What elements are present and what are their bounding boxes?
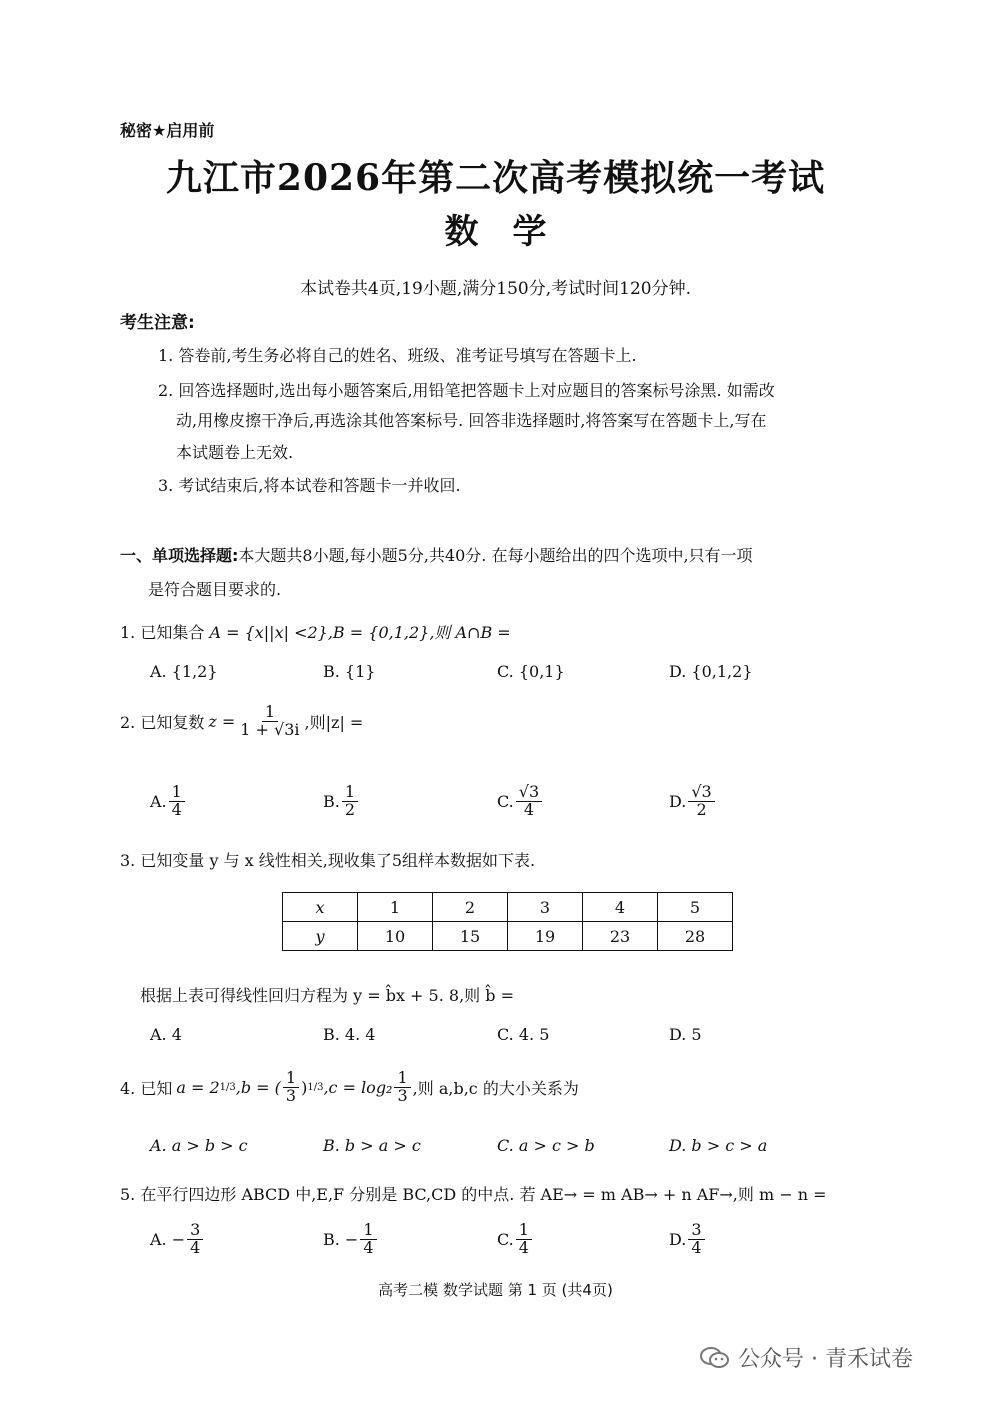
question-3: 3. 已知变量 y 与 x 线性相关,现收集了5组样本数据如下表.: [120, 851, 536, 870]
q2-option-d-frac: [688, 784, 714, 819]
q2-option-d-letter: D.: [669, 791, 687, 811]
q4-b-exp: 1/3: [307, 1081, 324, 1093]
table-cell: [283, 922, 358, 951]
q5-option-c-frac: [516, 1222, 532, 1257]
notice-item-3: 3. 考试结束后,将本试卷和答题卡一并收回.: [158, 476, 461, 495]
table-cell: 3: [508, 893, 583, 922]
table-row: [283, 893, 733, 922]
section-1-desc: 本大题共8小题,每小题5分,共40分. 在每小题给出的四个选项中,只有一项: [238, 546, 753, 565]
notice-item-2: 2. 回答选择题时,选出每小题答案后,用铅笔把答题卡上对应题目的答案标号涂黑. 如需改: [158, 381, 775, 400]
section-1-header: [120, 543, 753, 566]
q5-b-de: 4: [363, 1237, 374, 1257]
table-cell: 15: [433, 922, 508, 951]
q5-option-b-letter: B. −: [323, 1229, 359, 1249]
wechat-icon: [700, 1346, 730, 1370]
table-cell: 28: [658, 922, 733, 951]
q2-denominator: 1 + √3i: [240, 719, 300, 739]
table-row: [283, 922, 733, 951]
q2-a-de: 4: [171, 799, 182, 819]
q1-option-a: A. {1,2}: [150, 662, 218, 681]
table-cell: 10: [358, 922, 433, 951]
question-4: 4. 已知 a = 2 1/3 ,b = ( $\frac{1}{3}$ ) 1/3 ,c = log₂ $\frac{1}{3}$ ,则 a,b,c 的大小关系为: [120, 1068, 579, 1105]
q2-d-nu: √3: [688, 784, 714, 802]
y-label: y: [315, 926, 325, 946]
q1-option-d: D. {0,1,2}: [669, 662, 753, 681]
q3-option-a: A. 4: [150, 1025, 182, 1044]
table-cell: 2: [433, 893, 508, 922]
notice-item-1: 1. 答卷前,考生务必将自己的姓名、班级、准考证号填写在答题卡上.: [158, 346, 637, 365]
q1-text: A = {x||x| <2},B = {0,1,2},则 A∩B =: [209, 623, 511, 642]
q2-option-c-letter: C.: [497, 791, 514, 811]
page-footer: 高考二模 数学试题 第 1 页 (共4页): [378, 1281, 613, 1299]
q2-numerator: 1: [262, 704, 278, 722]
q4-b-de: 3: [285, 1085, 297, 1105]
q2-option-d: [669, 784, 717, 819]
q5-a-de: 4: [190, 1237, 201, 1257]
q4-c-frac: [394, 1070, 410, 1105]
q3-followup: 根据上表可得线性回归方程为 y = b̂x + 5. 8,则 b̂ =: [140, 986, 514, 1005]
notice-item-2-cont2: 本试题卷上无效.: [176, 443, 294, 462]
q5-option-c-letter: C.: [497, 1229, 514, 1249]
x-label: x: [315, 897, 325, 917]
q4-b-frac: [283, 1070, 299, 1105]
q4-option-d: [669, 1136, 767, 1155]
q2-num: 2. 已知复数: [120, 712, 205, 732]
q2-tail: ,则|z| =: [304, 712, 364, 732]
q5-option-a: [150, 1222, 205, 1257]
exam-title: 九江市2026年第二次高考模拟统一考试: [165, 157, 826, 199]
section-1-label: 一、单项选择题:: [120, 546, 239, 565]
q2-c-de: 4: [523, 799, 535, 819]
q5-option-b: [323, 1222, 379, 1257]
q2-option-a: [150, 784, 187, 819]
table-cell: 1: [358, 893, 433, 922]
q4-num: 4. 已知: [120, 1078, 173, 1098]
q1-option-b: B. {1}: [323, 662, 376, 681]
q4-b-nu: 1: [283, 1070, 299, 1088]
watermark: [700, 1342, 913, 1373]
question-5: 5. 在平行四边形 ABCD 中,E,F 分别是 BC,CD 的中点. 若 AE→ = m AB→ + n AF→,则 m − n =: [120, 1185, 827, 1204]
q5-option-a-letter: A. −: [150, 1229, 186, 1249]
q2-option-c: [497, 784, 544, 819]
q4-b: ,b = (: [235, 1077, 281, 1097]
q3-data-table: [282, 892, 733, 951]
q2-c-nu: √3: [516, 784, 542, 802]
q4-c: ,c = log₂: [323, 1077, 393, 1097]
q3-option-b: B. 4. 4: [323, 1025, 376, 1044]
question-2: [120, 704, 363, 739]
table-cell: 4: [583, 893, 658, 922]
q2-b-de: 2: [344, 799, 356, 819]
q2-option-a-letter: A.: [150, 791, 167, 811]
watermark-text: 公众号 · 青禾试卷: [738, 1347, 913, 1372]
q5-c-de: 4: [518, 1237, 529, 1257]
notice-item-2-cont: 动,用橡皮擦干净后,再选涂其他答案标号. 回答非选择题时,将答案写在答题卡上,写在: [176, 411, 767, 430]
q5-option-b-frac: [360, 1222, 376, 1257]
q4-option-a-text: A. a > b > c: [150, 1136, 248, 1155]
q5-option-c: [497, 1222, 534, 1257]
subject-title: 数 学: [444, 212, 547, 252]
q1-option-c: C. {0,1}: [497, 662, 565, 681]
q4-option-d-text: D. b > c > a: [669, 1136, 768, 1155]
question-1: [120, 620, 511, 643]
q5-d-de: 4: [691, 1237, 702, 1257]
q4-tail: ,则 a,b,c 的大小关系为: [412, 1078, 579, 1098]
q4-option-a: [150, 1136, 248, 1155]
table-cell: 5: [658, 893, 733, 922]
q4-a-exp: 1/3: [219, 1081, 236, 1093]
q2-option-b: [323, 784, 360, 819]
q5-c-nu: 1: [516, 1222, 532, 1240]
q2-fraction: [237, 704, 302, 739]
q5-option-d: [669, 1222, 707, 1257]
q4-option-c-text: C. a > c > b: [497, 1136, 595, 1155]
confidential-label: 秘密★启用前: [120, 121, 215, 140]
q2-d-de: 2: [696, 799, 707, 819]
q3-option-d: D. 5: [669, 1025, 702, 1044]
table-cell: 23: [583, 922, 658, 951]
q5-a-nu: 3: [187, 1222, 203, 1240]
q4-option-b: [323, 1136, 421, 1155]
q2-option-c-frac: [516, 784, 542, 819]
q4-c-de: 3: [397, 1085, 408, 1105]
section-1-desc-cont: 是符合题目要求的.: [148, 580, 282, 599]
table-cell: 19: [508, 922, 583, 951]
q2-a-nu: 1: [169, 784, 185, 802]
q2-z: z =: [208, 711, 236, 731]
q2-option-b-letter: B.: [323, 791, 340, 811]
q5-option-d-letter: D.: [669, 1229, 687, 1249]
q5-b-nu: 1: [360, 1222, 376, 1240]
q4-a: a = 2: [176, 1077, 220, 1097]
q4-c-nu: 1: [394, 1070, 410, 1088]
notice-heading: 考生注意:: [120, 313, 195, 333]
q2-b-nu: 1: [342, 784, 358, 802]
q3-option-c: C. 4. 5: [497, 1025, 550, 1044]
q5-d-nu: 3: [688, 1222, 704, 1240]
table-cell: [283, 893, 358, 922]
q1-num: 1. 已知集合: [120, 623, 205, 642]
q2-option-a-frac: [169, 784, 185, 819]
q5-option-d-frac: [688, 1222, 704, 1257]
q4-option-b-text: B. b > a > c: [323, 1136, 421, 1155]
exam-intro: 本试卷共4页,19小题,满分150分,考试时间120分钟.: [300, 279, 691, 299]
q2-option-b-frac: [342, 784, 358, 819]
q5-option-a-frac: [187, 1222, 203, 1257]
q4-option-c: [497, 1136, 595, 1155]
